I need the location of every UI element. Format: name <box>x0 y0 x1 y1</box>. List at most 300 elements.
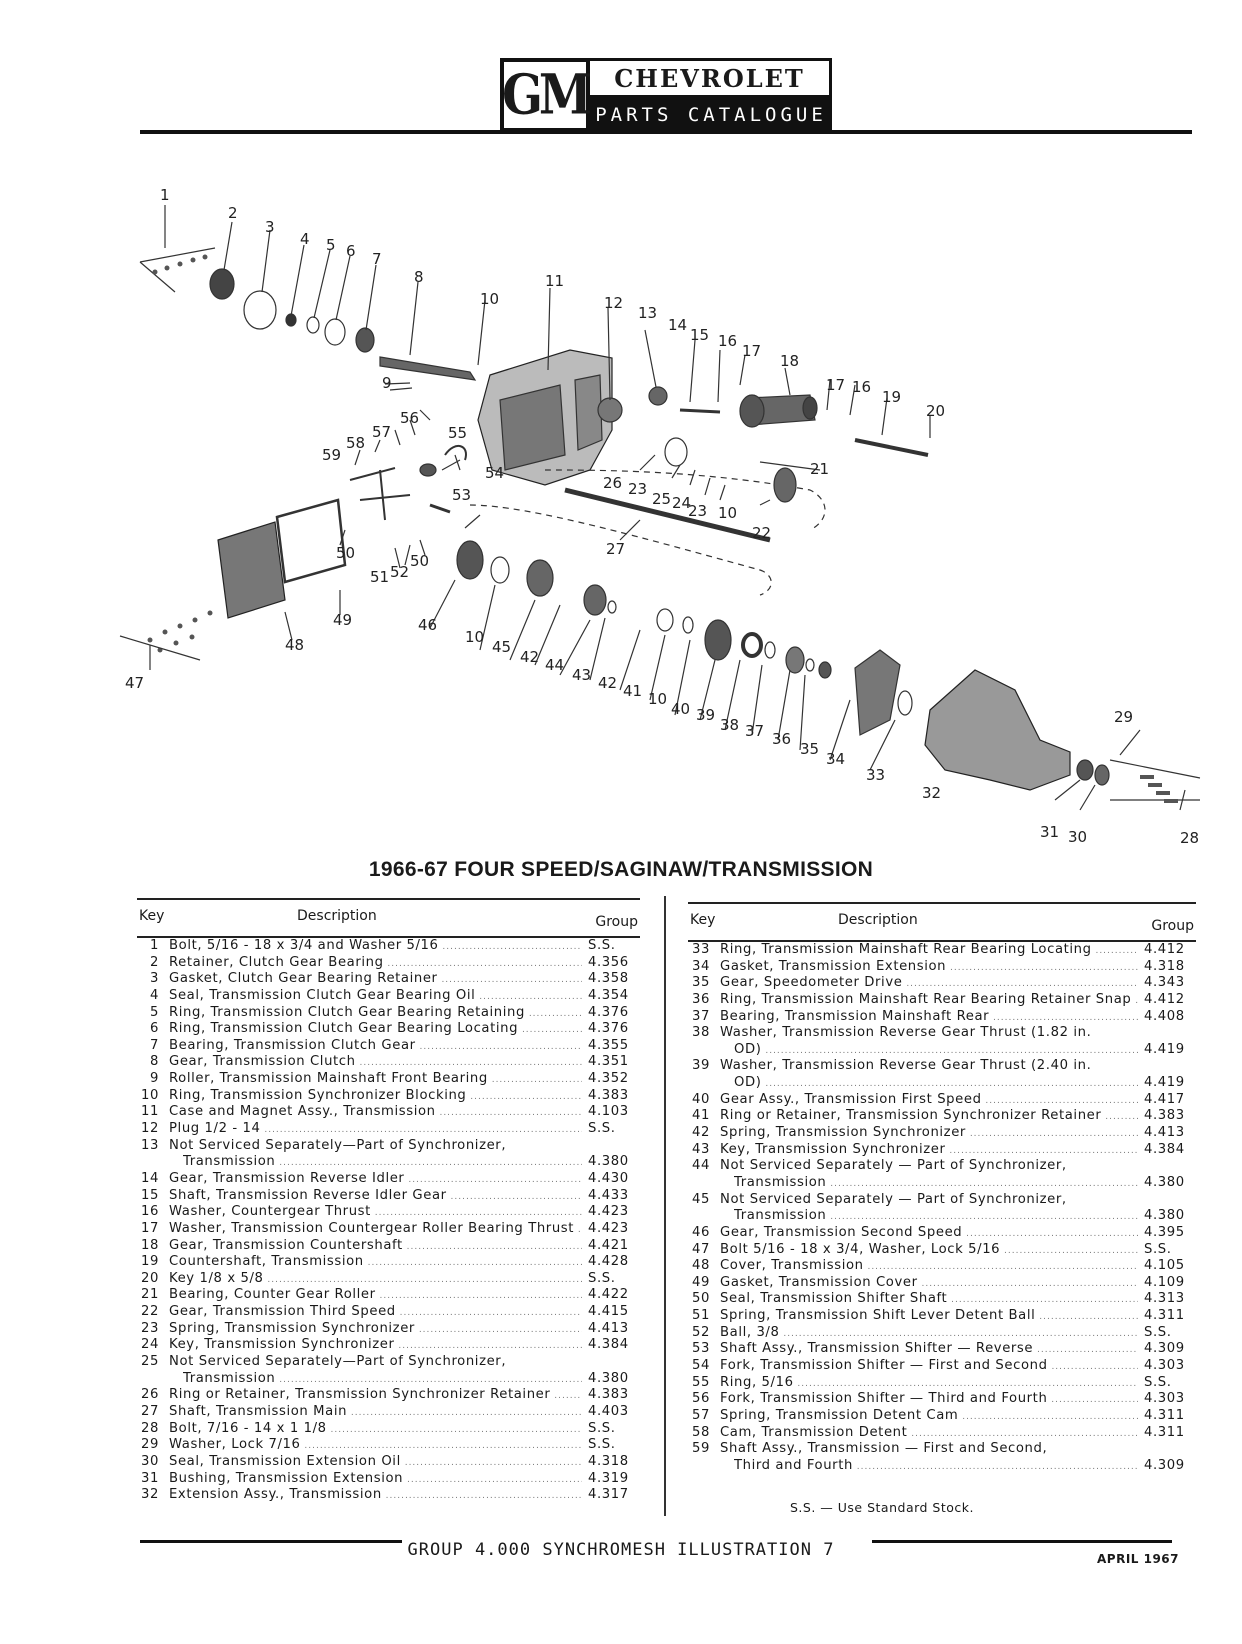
description-cell: Third and Fourth ..... <box>734 1458 1138 1476</box>
callout-number: 50 <box>336 544 356 562</box>
callout-number: 12 <box>604 294 624 312</box>
table-row <box>688 1408 1196 1425</box>
callout-number: 10 <box>718 504 738 522</box>
description-cell: Washer, Transmission Reverse Gear Thrust (1.82 in. <box>720 1025 1092 1041</box>
key-cell: 46 <box>692 1224 710 1240</box>
group-cell: 4.395 <box>1144 1224 1185 1240</box>
table-row <box>137 1337 640 1354</box>
description-cell: Key 1/8 x 5/8 ..... <box>169 1271 582 1289</box>
table-row <box>688 1458 1196 1475</box>
group-cell: 4.423 <box>588 1204 629 1220</box>
key-cell: 59 <box>692 1441 710 1457</box>
group-cell: S.S. <box>588 1437 616 1453</box>
table-row <box>688 992 1196 1009</box>
key-cell: 45 <box>692 1191 710 1207</box>
parts-table-right <box>688 898 1196 1475</box>
description-cell: Ring or Retainer, Transmission Synchronizer Retainer ..... <box>720 1108 1138 1126</box>
group-header: Group <box>1151 918 1194 934</box>
group-cell: 4.415 <box>588 1304 629 1320</box>
callout-number: 17 <box>742 342 762 360</box>
description-cell: Bearing, Transmission Clutch Gear ..... <box>169 1038 582 1056</box>
key-cell: 40 <box>692 1091 710 1107</box>
group-cell: 4.303 <box>1144 1358 1185 1374</box>
description-cell: Not Serviced Separately — Part of Synchronizer, <box>720 1158 1067 1174</box>
callout-number: 19 <box>882 388 902 406</box>
group-cell: 4.317 <box>588 1487 629 1503</box>
key-cell: 12 <box>141 1121 159 1137</box>
description-cell: Seal, Transmission Shifter Shaft ..... <box>720 1291 1138 1309</box>
callout-number: 34 <box>826 750 846 768</box>
table-row <box>688 1275 1196 1292</box>
group-cell: 4.105 <box>1144 1258 1185 1274</box>
key-cell: 38 <box>692 1025 710 1041</box>
description-cell: Case and Magnet Assy., Transmission ..... <box>169 1104 582 1122</box>
callout-number: 47 <box>125 674 145 692</box>
description-cell: Bearing, Transmission Mainshaft Rear ..... <box>720 1009 1138 1027</box>
callout-number: 23 <box>628 480 648 498</box>
group-cell: 4.383 <box>588 1087 629 1103</box>
table-row <box>688 1142 1196 1159</box>
callout-number: 16 <box>852 378 872 396</box>
callout-number: 42 <box>520 648 540 666</box>
callout-number: 7 <box>372 250 382 268</box>
table-row <box>137 1487 640 1504</box>
callout-number: 18 <box>780 352 800 370</box>
description-cell: Retainer, Clutch Gear Bearing ..... <box>169 955 582 973</box>
description-cell: Ring or Retainer, Transmission Synchronizer Retainer ..... <box>169 1387 582 1405</box>
description-cell: Fork, Transmission Shifter — Third and Fourth ..... <box>720 1391 1138 1409</box>
description-cell: Seal, Transmission Clutch Gear Bearing Oil ..... <box>169 988 582 1006</box>
table-row <box>137 1054 640 1071</box>
key-cell: 52 <box>692 1324 710 1340</box>
table-row <box>688 1325 1196 1342</box>
table-row <box>688 1192 1196 1209</box>
group-cell: 4.380 <box>1144 1208 1185 1224</box>
description-cell: Bushing, Transmission Extension ..... <box>169 1471 582 1489</box>
key-cell: 11 <box>141 1104 159 1120</box>
table-row <box>137 988 640 1005</box>
table-row <box>137 1171 640 1188</box>
key-cell: 34 <box>692 958 710 974</box>
callout-number: 53 <box>452 486 472 504</box>
description-cell: Bolt, 7/16 - 14 x 1 1/8 ..... <box>169 1421 582 1439</box>
description-cell: Plug 1/2 - 14 ..... <box>169 1121 582 1139</box>
key-cell: 33 <box>692 942 710 957</box>
callout-number: 23 <box>688 502 708 520</box>
key-cell: 35 <box>692 975 710 991</box>
key-cell: 50 <box>692 1291 710 1307</box>
gm-logo-text: GM <box>501 62 589 128</box>
group-cell: 4.412 <box>1144 991 1185 1007</box>
description-cell: Gasket, Transmission Extension ..... <box>720 959 1138 977</box>
group-cell: S.S. <box>1144 1324 1172 1340</box>
key-cell: 44 <box>692 1158 710 1174</box>
table-row <box>137 1287 640 1304</box>
key-cell: 43 <box>692 1141 710 1157</box>
key-cell: 13 <box>141 1137 159 1153</box>
group-cell: 4.413 <box>588 1320 629 1336</box>
table-row <box>688 1391 1196 1408</box>
description-cell: Transmission ..... <box>183 1371 582 1389</box>
table-row <box>137 1437 640 1454</box>
group-cell: 4.413 <box>1144 1125 1185 1141</box>
group-cell: 4.412 <box>1144 942 1185 957</box>
group-cell: 4.311 <box>1144 1407 1185 1423</box>
description-cell: Extension Assy., Transmission ..... <box>169 1487 582 1505</box>
table-row <box>688 1058 1196 1075</box>
callout-number: 31 <box>1040 823 1060 841</box>
table-row <box>137 1371 640 1388</box>
table-row <box>688 1158 1196 1175</box>
key-cell: 54 <box>692 1358 710 1374</box>
description-cell: Seal, Transmission Extension Oil ..... <box>169 1454 582 1472</box>
description-cell: Cam, Transmission Detent ..... <box>720 1425 1138 1443</box>
brand-name: CHEVROLET <box>614 63 805 93</box>
description-cell: Gear, Transmission Reverse Idler ..... <box>169 1171 582 1189</box>
description-cell: Shaft, Transmission Reverse Idler Gear ..... <box>169 1188 582 1206</box>
group-cell: 4.351 <box>588 1054 629 1070</box>
footer-date: APRIL 1967 <box>1097 1552 1180 1566</box>
table-row <box>137 1238 640 1255</box>
group-cell: 4.384 <box>588 1337 629 1353</box>
table-row <box>137 1121 640 1138</box>
group-cell: 4.376 <box>588 1004 629 1020</box>
group-cell: 4.311 <box>1144 1424 1185 1440</box>
group-cell: 4.417 <box>1144 1091 1185 1107</box>
group-cell: 4.309 <box>1144 1457 1185 1473</box>
description-cell: Washer, Transmission Reverse Gear Thrust (2.40 in. <box>720 1058 1092 1074</box>
table-row <box>137 1005 640 1022</box>
description-cell: Gear, Transmission Third Speed ..... <box>169 1304 582 1322</box>
description-cell: Cover, Transmission ..... <box>720 1258 1138 1276</box>
key-header: Key <box>139 908 165 924</box>
description-cell: Gear, Transmission Countershaft ..... <box>169 1238 582 1256</box>
callout-number: 4 <box>300 230 310 248</box>
table-row <box>137 1188 640 1205</box>
table-row <box>688 1108 1196 1125</box>
callout-number: 52 <box>390 563 410 581</box>
group-cell: S.S. <box>588 1121 616 1137</box>
table-row <box>137 1271 640 1288</box>
key-cell: 26 <box>141 1387 159 1403</box>
callout-number: 2 <box>228 204 238 222</box>
table-row <box>688 1125 1196 1142</box>
callout-number: 54 <box>485 464 505 482</box>
table-row <box>688 1075 1196 1092</box>
group-cell: 4.419 <box>1144 1075 1185 1091</box>
table-row <box>688 959 1196 976</box>
key-cell: 27 <box>141 1403 159 1419</box>
table-rows <box>137 938 640 1504</box>
callout-number: 25 <box>652 490 672 508</box>
table-row <box>688 1375 1196 1392</box>
callout-number: 14 <box>668 316 688 334</box>
callout-number: 29 <box>1114 708 1134 726</box>
description-cell: Ring, Transmission Clutch Gear Bearing Locating ..... <box>169 1021 582 1039</box>
brand-box <box>590 58 832 98</box>
callout-number: 20 <box>926 402 946 420</box>
description-cell: Fork, Transmission Shifter — First and Second ..... <box>720 1358 1138 1376</box>
group-cell: 4.376 <box>588 1021 629 1037</box>
group-cell: 4.355 <box>588 1037 629 1053</box>
description-cell: Washer, Lock 7/16 ..... <box>169 1437 582 1455</box>
key-cell: 1 <box>150 938 159 953</box>
key-cell: 53 <box>692 1341 710 1357</box>
description-cell: Spring, Transmission Synchronizer ..... <box>720 1125 1138 1143</box>
key-cell: 49 <box>692 1274 710 1290</box>
key-cell: 39 <box>692 1058 710 1074</box>
callout-number: 39 <box>696 706 716 724</box>
table-row <box>137 1354 640 1371</box>
table-row <box>688 1242 1196 1259</box>
group-cell: 4.309 <box>1144 1341 1185 1357</box>
key-cell: 9 <box>150 1071 159 1087</box>
key-cell: 15 <box>141 1187 159 1203</box>
key-cell: 25 <box>141 1354 159 1370</box>
callout-number: 11 <box>545 272 565 290</box>
table-row <box>137 1404 640 1421</box>
key-cell: 16 <box>141 1204 159 1220</box>
key-cell: 22 <box>141 1304 159 1320</box>
group-cell: 4.408 <box>1144 1008 1185 1024</box>
group-cell: 4.354 <box>588 987 629 1003</box>
footer-group-label: GROUP 4.000 SYNCHROMESH ILLUSTRATION 7 <box>407 1540 835 1560</box>
callout-number: 28 <box>1180 829 1200 847</box>
description-cell: Gasket, Transmission Cover ..... <box>720 1275 1138 1293</box>
table-row <box>137 1038 640 1055</box>
description-cell: Key, Transmission Synchronizer ..... <box>169 1337 582 1355</box>
description-cell: Gear, Speedometer Drive ..... <box>720 975 1138 993</box>
key-cell: 17 <box>141 1220 159 1236</box>
callout-number: 36 <box>772 730 792 748</box>
description-cell: Gasket, Clutch Gear Bearing Retainer ..... <box>169 971 582 989</box>
table-row <box>688 1441 1196 1458</box>
key-cell: 57 <box>692 1407 710 1423</box>
callout-number: 56 <box>400 409 420 427</box>
callout-number: 46 <box>418 616 438 634</box>
key-cell: 2 <box>150 954 159 970</box>
group-cell: 4.430 <box>588 1170 629 1186</box>
table-row <box>137 1138 640 1155</box>
table-row <box>137 1454 640 1471</box>
group-header: Group <box>595 914 638 930</box>
subtitle-box <box>590 98 832 132</box>
callout-number: 35 <box>800 740 820 758</box>
description-cell: Transmission ..... <box>183 1154 582 1172</box>
callout-number: 59 <box>322 446 342 464</box>
group-cell: 4.303 <box>1144 1391 1185 1407</box>
key-cell: 23 <box>141 1320 159 1336</box>
column-divider <box>664 896 666 1516</box>
description-cell: Bolt, 5/16 - 18 x 3/4 and Washer 5/16 ..... <box>169 938 582 956</box>
callout-number: 55 <box>448 424 468 442</box>
group-cell: S.S. <box>1144 1241 1172 1257</box>
group-cell: 4.380 <box>588 1370 629 1386</box>
table-header <box>137 898 640 938</box>
group-cell: S.S. <box>1144 1374 1172 1390</box>
group-cell: 4.421 <box>588 1237 629 1253</box>
exploded-diagram <box>0 170 1242 860</box>
key-cell: 20 <box>141 1270 159 1286</box>
table-row <box>688 1009 1196 1026</box>
table-row <box>137 1204 640 1221</box>
key-cell: 37 <box>692 1008 710 1024</box>
standard-stock-note: S.S. — Use Standard Stock. <box>790 1500 974 1515</box>
table-row <box>137 1088 640 1105</box>
callout-number: 10 <box>648 690 668 708</box>
key-cell: 36 <box>692 991 710 1007</box>
key-cell: 8 <box>150 1054 159 1070</box>
table-row <box>688 942 1196 959</box>
callout-number: 16 <box>718 332 738 350</box>
callout-number: 3 <box>265 218 275 236</box>
description-cell: Not Serviced Separately — Part of Synchronizer, <box>720 1191 1067 1207</box>
table-row <box>137 971 640 988</box>
group-cell: 4.103 <box>588 1104 629 1120</box>
description-cell: Roller, Transmission Mainshaft Front Bearing ..... <box>169 1071 582 1089</box>
description-header: Description <box>297 908 377 924</box>
group-cell: 4.109 <box>1144 1274 1185 1290</box>
table-row <box>137 1071 640 1088</box>
callout-number: 21 <box>810 460 830 478</box>
group-cell: 4.422 <box>588 1287 629 1303</box>
callout-number: 48 <box>285 636 305 654</box>
key-cell: 10 <box>141 1087 159 1103</box>
table-row <box>137 1021 640 1038</box>
key-cell: 41 <box>692 1108 710 1124</box>
group-cell: 4.423 <box>588 1220 629 1236</box>
callout-number: 13 <box>638 304 658 322</box>
group-cell: 4.343 <box>1144 975 1185 991</box>
group-cell: 4.384 <box>1144 1141 1185 1157</box>
table-row <box>137 1154 640 1171</box>
table-header <box>688 902 1196 942</box>
key-cell: 5 <box>150 1004 159 1020</box>
callout-number: 27 <box>606 540 626 558</box>
group-cell: 4.380 <box>1144 1174 1185 1190</box>
description-cell: Ring, Transmission Clutch Gear Bearing Retaining ..... <box>169 1005 582 1023</box>
key-cell: 55 <box>692 1374 710 1390</box>
callout-number: 58 <box>346 434 366 452</box>
callout-number: 41 <box>623 682 643 700</box>
table-row <box>137 1221 640 1238</box>
description-header: Description <box>838 912 918 928</box>
table-row <box>688 1042 1196 1059</box>
key-cell: 32 <box>141 1487 159 1503</box>
description-cell: Spring, Transmission Synchronizer ..... <box>169 1321 582 1339</box>
callout-number: 22 <box>752 524 772 542</box>
table-row <box>137 938 640 955</box>
description-cell: Shaft, Transmission Main ..... <box>169 1404 582 1422</box>
table-row <box>688 1208 1196 1225</box>
description-cell: OD) ..... <box>734 1075 1138 1093</box>
callout-number: 32 <box>922 784 942 802</box>
key-cell: 51 <box>692 1308 710 1324</box>
key-cell: 28 <box>141 1420 159 1436</box>
description-cell: Not Serviced Separately—Part of Synchronizer, <box>169 1354 507 1370</box>
group-cell: 4.319 <box>588 1470 629 1486</box>
key-cell: 47 <box>692 1241 710 1257</box>
table-row <box>137 1254 640 1271</box>
key-cell: 48 <box>692 1258 710 1274</box>
callout-number: 50 <box>410 552 430 570</box>
callout-number: 10 <box>480 290 500 308</box>
group-cell: 4.352 <box>588 1071 629 1087</box>
group-cell: 4.311 <box>1144 1308 1185 1324</box>
description-cell: Bearing, Counter Gear Roller ..... <box>169 1287 582 1305</box>
group-cell: S.S. <box>588 1420 616 1436</box>
description-cell: Shaft Assy., Transmission Shifter — Reverse ..... <box>720 1341 1138 1359</box>
description-cell: Shaft Assy., Transmission — First and Second, <box>720 1441 1048 1457</box>
key-cell: 18 <box>141 1237 159 1253</box>
callout-number: 44 <box>545 656 565 674</box>
group-cell: 4.313 <box>1144 1291 1185 1307</box>
parts-table-left <box>137 898 640 1504</box>
group-cell: 4.428 <box>588 1254 629 1270</box>
callout-number: 8 <box>414 268 424 286</box>
callout-number: 6 <box>346 242 356 260</box>
key-cell: 24 <box>141 1337 159 1353</box>
group-cell: S.S. <box>588 938 616 953</box>
table-row <box>137 955 640 972</box>
description-cell: Gear Assy., Transmission First Speed ..... <box>720 1092 1138 1110</box>
page-title: 1966-67 FOUR SPEED/SAGINAW/TRANSMISSION <box>368 858 874 881</box>
key-cell: 58 <box>692 1424 710 1440</box>
description-cell: Gear, Transmission Second Speed ..... <box>720 1225 1138 1243</box>
description-cell: OD) ..... <box>734 1042 1138 1060</box>
table-row <box>137 1321 640 1338</box>
table-rows <box>688 942 1196 1475</box>
description-cell: Bolt 5/16 - 18 x 3/4, Washer, Lock 5/16 ..... <box>720 1242 1138 1260</box>
header-rule <box>140 130 1192 134</box>
description-cell: Transmission ..... <box>734 1208 1138 1226</box>
description-cell: Ring, Transmission Mainshaft Rear Bearing Locating ..... <box>720 942 1138 960</box>
callout-number: 26 <box>603 474 623 492</box>
gm-logo <box>500 58 590 132</box>
table-row <box>688 1291 1196 1308</box>
description-cell: Gear, Transmission Clutch ..... <box>169 1054 582 1072</box>
key-cell: 56 <box>692 1391 710 1407</box>
callout-number: 33 <box>866 766 886 784</box>
callout-number: 15 <box>690 326 710 344</box>
table-row <box>137 1304 640 1321</box>
callout-number: 57 <box>372 423 392 441</box>
callout-number: 1 <box>160 186 170 204</box>
group-cell: 4.318 <box>1144 958 1185 974</box>
table-row <box>688 1025 1196 1042</box>
callout-number: 40 <box>671 700 691 718</box>
group-cell: 4.318 <box>588 1453 629 1469</box>
callout-number: 42 <box>598 674 618 692</box>
callout-number: 9 <box>382 374 392 392</box>
description-cell: Spring, Transmission Detent Cam ..... <box>720 1408 1138 1426</box>
key-cell: 7 <box>150 1037 159 1053</box>
callout-number: 5 <box>326 236 336 254</box>
table-row <box>137 1104 640 1121</box>
description-cell: Countershaft, Transmission ..... <box>169 1254 582 1272</box>
key-cell: 19 <box>141 1254 159 1270</box>
table-row <box>137 1387 640 1404</box>
description-cell: Ball, 3/8 ..... <box>720 1325 1138 1343</box>
key-header: Key <box>690 912 716 928</box>
callout-number: 10 <box>465 628 485 646</box>
group-cell: 4.433 <box>588 1187 629 1203</box>
callout-number: 37 <box>745 722 765 740</box>
callout-number: 24 <box>672 494 692 512</box>
callout-number: 30 <box>1068 828 1088 846</box>
group-cell: 4.358 <box>588 971 629 987</box>
group-cell: S.S. <box>588 1270 616 1286</box>
